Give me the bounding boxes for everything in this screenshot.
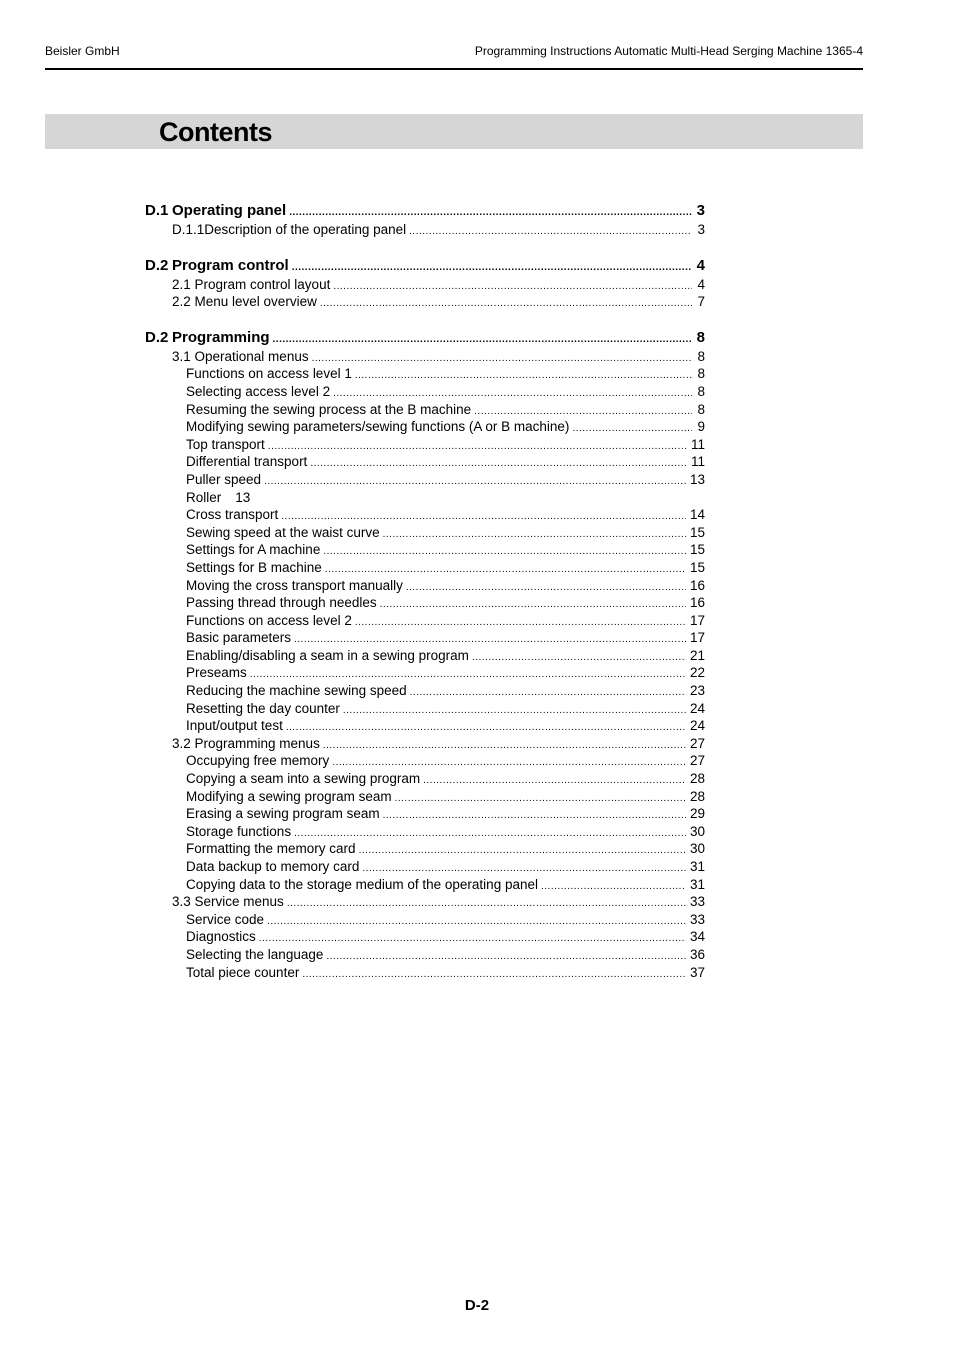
toc-entry-page: 4 — [697, 276, 705, 292]
toc-entry-label: Service code — [186, 911, 265, 927]
toc-entry-label: 2.2 Menu level overview — [172, 294, 317, 310]
dot-leader — [572, 420, 692, 438]
document-title: Programming Instructions Automatic Multi-Head Serging Machine 1365-4 — [474, 44, 863, 58]
toc-entry[interactable] — [145, 664, 705, 682]
title-band — [45, 114, 863, 149]
toc-section-number: D.1 — [145, 202, 169, 219]
toc-entry-page: 8 — [697, 383, 705, 399]
toc-entry-page: 13 — [235, 489, 251, 505]
toc-entry-page: 33 — [689, 911, 705, 927]
toc-entry-label: Formatting the memory card — [186, 841, 356, 857]
toc-entry-page: 15 — [689, 524, 705, 540]
toc-entry[interactable] — [145, 524, 705, 542]
toc-entry[interactable] — [145, 559, 705, 577]
toc-entry-page: 31 — [689, 876, 705, 892]
toc-section-page: 8 — [696, 328, 705, 346]
dot-leader — [312, 350, 692, 368]
toc-entry-label: Reducing the machine sewing speed — [186, 683, 407, 699]
toc-entry[interactable] — [145, 594, 705, 612]
toc-entry-label: Modifying a sewing program seam — [186, 788, 392, 804]
toc-entry-label: Preseams — [186, 665, 247, 681]
toc-entry-label: Top transport — [186, 436, 265, 452]
toc-entry-page: 29 — [689, 806, 705, 822]
toc-entry[interactable] — [145, 418, 705, 436]
dot-leader — [292, 257, 692, 278]
toc-entry[interactable] — [145, 823, 705, 841]
toc-entry-page: 17 — [689, 612, 705, 628]
dot-leader — [355, 614, 686, 632]
toc-entry-label: Copying a seam into a sewing program — [186, 771, 421, 787]
toc-entry-page: 30 — [689, 823, 705, 839]
company-name: Beisler GmbH — [45, 44, 120, 58]
toc-entry-label: Puller speed — [186, 471, 262, 487]
toc-entry-page: 14 — [689, 507, 705, 523]
toc-entry[interactable] — [145, 365, 705, 383]
dot-leader — [355, 367, 692, 385]
dot-leader — [287, 895, 686, 913]
dot-leader — [343, 702, 686, 720]
toc-entry-page: 21 — [689, 647, 705, 663]
toc-entry-label: Selecting the language — [186, 946, 324, 962]
toc-entry-label: Settings for B machine — [186, 559, 322, 575]
dot-leader — [267, 913, 686, 931]
dot-leader — [326, 948, 686, 966]
toc-entry[interactable] — [145, 383, 705, 401]
dot-leader — [310, 455, 687, 473]
dot-leader — [264, 473, 686, 491]
toc-entry[interactable] — [145, 876, 705, 894]
toc-entry[interactable] — [145, 682, 705, 700]
toc-entry-page: 23 — [689, 683, 705, 699]
toc-section-page: 3 — [696, 202, 705, 219]
toc-entry[interactable] — [145, 770, 705, 788]
toc-entry[interactable] — [145, 858, 705, 876]
dot-leader — [395, 790, 686, 808]
page-header — [45, 41, 863, 70]
toc-entry-label: Modifying sewing parameters/sewing functions (A or B machine) — [186, 419, 570, 435]
toc-section-heading[interactable] — [145, 327, 705, 348]
toc-entry-label: Data backup to memory card — [186, 859, 360, 874]
dot-leader — [472, 649, 686, 667]
toc-entry-label: 3.3 Service menus — [172, 894, 284, 910]
toc-entry[interactable] — [145, 489, 705, 507]
toc-entry[interactable] — [145, 911, 705, 929]
toc-entry[interactable] — [145, 717, 705, 735]
page-title: Contents — [159, 117, 272, 147]
toc-entry[interactable] — [145, 506, 705, 524]
toc-section-page: 4 — [696, 256, 705, 274]
page-number: D-2 — [464, 1297, 490, 1314]
toc-entry[interactable] — [145, 276, 705, 294]
toc-entry[interactable] — [145, 805, 705, 823]
toc-entry-page: 8 — [697, 348, 705, 364]
toc-entry[interactable] — [145, 436, 705, 454]
toc-entry-page: 37 — [689, 964, 705, 980]
dot-leader — [423, 772, 686, 790]
toc-entry[interactable] — [145, 629, 705, 647]
toc-entry[interactable] — [145, 647, 705, 665]
dot-leader — [268, 438, 687, 456]
toc-section — [145, 200, 705, 239]
toc-entry[interactable] — [145, 946, 705, 964]
toc-entry-label: Sewing speed at the waist curve — [186, 524, 380, 540]
toc-entry-label: 3.2 Programming menus — [172, 735, 320, 751]
toc-entry-label: Resuming the sewing process at the B machine — [186, 401, 472, 417]
toc-entry[interactable] — [145, 577, 705, 595]
toc-entry-page: 34 — [689, 929, 705, 945]
toc-entry-page: 28 — [689, 788, 705, 804]
toc-entry-page: 30 — [689, 841, 705, 857]
toc-entry[interactable] — [145, 612, 705, 630]
toc-entry-label: Copying data to the storage medium of the operating panel — [186, 876, 538, 892]
toc-entry[interactable] — [145, 788, 705, 806]
dot-leader — [320, 295, 692, 313]
dot-leader — [286, 719, 686, 737]
toc-entry[interactable] — [145, 700, 705, 718]
toc-entry-page: 9 — [697, 419, 705, 435]
toc-entry-label: Total piece counter — [186, 964, 300, 980]
toc-entry[interactable] — [145, 840, 705, 858]
toc-entry-page: 36 — [689, 946, 705, 962]
dot-leader — [409, 223, 692, 241]
toc-entry-label: Differential transport — [186, 454, 308, 470]
toc-entry-label: 2.1 Program control layout — [172, 276, 331, 292]
toc-entry-page: 24 — [689, 700, 705, 716]
dot-leader — [273, 329, 692, 350]
toc-section-number: D.2 — [145, 328, 169, 346]
toc-entry-page: 15 — [689, 542, 705, 558]
toc-entry-label: Occupying free memory — [186, 753, 330, 769]
dot-leader — [383, 526, 686, 544]
toc-entry-page: 22 — [689, 665, 705, 681]
toc-entry[interactable] — [145, 893, 705, 911]
dot-leader — [383, 807, 686, 825]
toc-entry[interactable] — [145, 293, 705, 311]
dot-leader — [380, 596, 686, 614]
toc-entry-page: 13 — [689, 471, 705, 487]
toc-entry-page: 8 — [697, 366, 705, 382]
toc-section-label: Programming — [172, 328, 270, 346]
toc-entry-label: Settings for A machine — [186, 542, 321, 558]
toc-entry[interactable] — [145, 964, 705, 982]
dot-leader — [302, 966, 686, 984]
toc-entry-page: 8 — [697, 401, 705, 417]
toc-entry-label: D.1.1Description of the operating panel — [172, 222, 407, 237]
toc-entry-label: Resetting the day counter — [186, 700, 340, 716]
toc-entry-page: 24 — [689, 718, 705, 734]
dot-leader — [541, 878, 686, 896]
toc-entry-label: Basic parameters — [186, 630, 292, 646]
toc-entry-page: 17 — [689, 630, 705, 646]
toc-entry[interactable] — [145, 752, 705, 770]
toc-entry-label: Erasing a sewing program seam — [186, 806, 380, 822]
toc-entry-label: Selecting access level 2 — [186, 383, 331, 399]
toc-entry[interactable] — [145, 348, 705, 366]
toc-entry-page: 31 — [689, 859, 705, 874]
toc-entry-label: Roller — [186, 489, 222, 505]
toc-entry-page: 7 — [697, 294, 705, 310]
toc-entry-page: 27 — [689, 753, 705, 769]
toc-entry-label: Storage functions — [186, 823, 292, 839]
dot-leader — [406, 579, 686, 597]
toc-entry-label: Passing thread through needles — [186, 595, 377, 611]
toc-entry-page: 11 — [690, 436, 705, 452]
dot-leader — [289, 202, 692, 223]
toc-entry-label: Cross transport — [186, 507, 279, 523]
toc-entry-page: 15 — [689, 559, 705, 575]
toc-entry-label: 3.1 Operational menus — [172, 348, 309, 364]
dot-leader — [333, 278, 692, 296]
toc-entry-page: 16 — [689, 595, 705, 611]
dot-leader — [323, 543, 686, 561]
toc-section — [145, 255, 705, 311]
toc-section-number: D.2 — [145, 256, 169, 274]
toc-entry-page: 27 — [689, 735, 705, 751]
toc-section-label: Program control — [172, 256, 289, 274]
toc-entry-page: 28 — [689, 771, 705, 787]
toc-entry-label: Moving the cross transport manually — [186, 577, 403, 593]
toc-entry[interactable] — [145, 928, 705, 946]
toc-entry[interactable] — [145, 541, 705, 559]
toc-entry-label: Enabling/disabling a seam in a sewing program — [186, 647, 469, 663]
toc-entry-label: Functions on access level 1 — [186, 366, 352, 382]
table-of-contents — [145, 200, 705, 997]
toc-entry-page: 16 — [689, 577, 705, 593]
toc-entry-page: 3 — [697, 222, 705, 237]
toc-entry[interactable] — [145, 453, 705, 471]
dot-leader — [323, 737, 686, 755]
toc-entry-label: Diagnostics — [186, 929, 256, 945]
toc-section — [145, 327, 705, 981]
toc-entry-label: Input/output test — [186, 718, 283, 734]
toc-entry-page: 33 — [689, 894, 705, 910]
dot-leader — [410, 684, 686, 702]
toc-entry-label: Functions on access level 2 — [186, 612, 352, 628]
toc-entry[interactable] — [145, 221, 705, 239]
toc-entry-page: 11 — [690, 454, 705, 470]
toc-section-label: Operating panel — [172, 202, 287, 219]
toc-entry[interactable] — [145, 735, 705, 753]
toc-entry[interactable] — [145, 471, 705, 489]
dot-leader — [359, 842, 686, 860]
toc-section-heading[interactable] — [145, 200, 705, 221]
toc-entry[interactable] — [145, 401, 705, 419]
toc-section-heading[interactable] — [145, 255, 705, 276]
